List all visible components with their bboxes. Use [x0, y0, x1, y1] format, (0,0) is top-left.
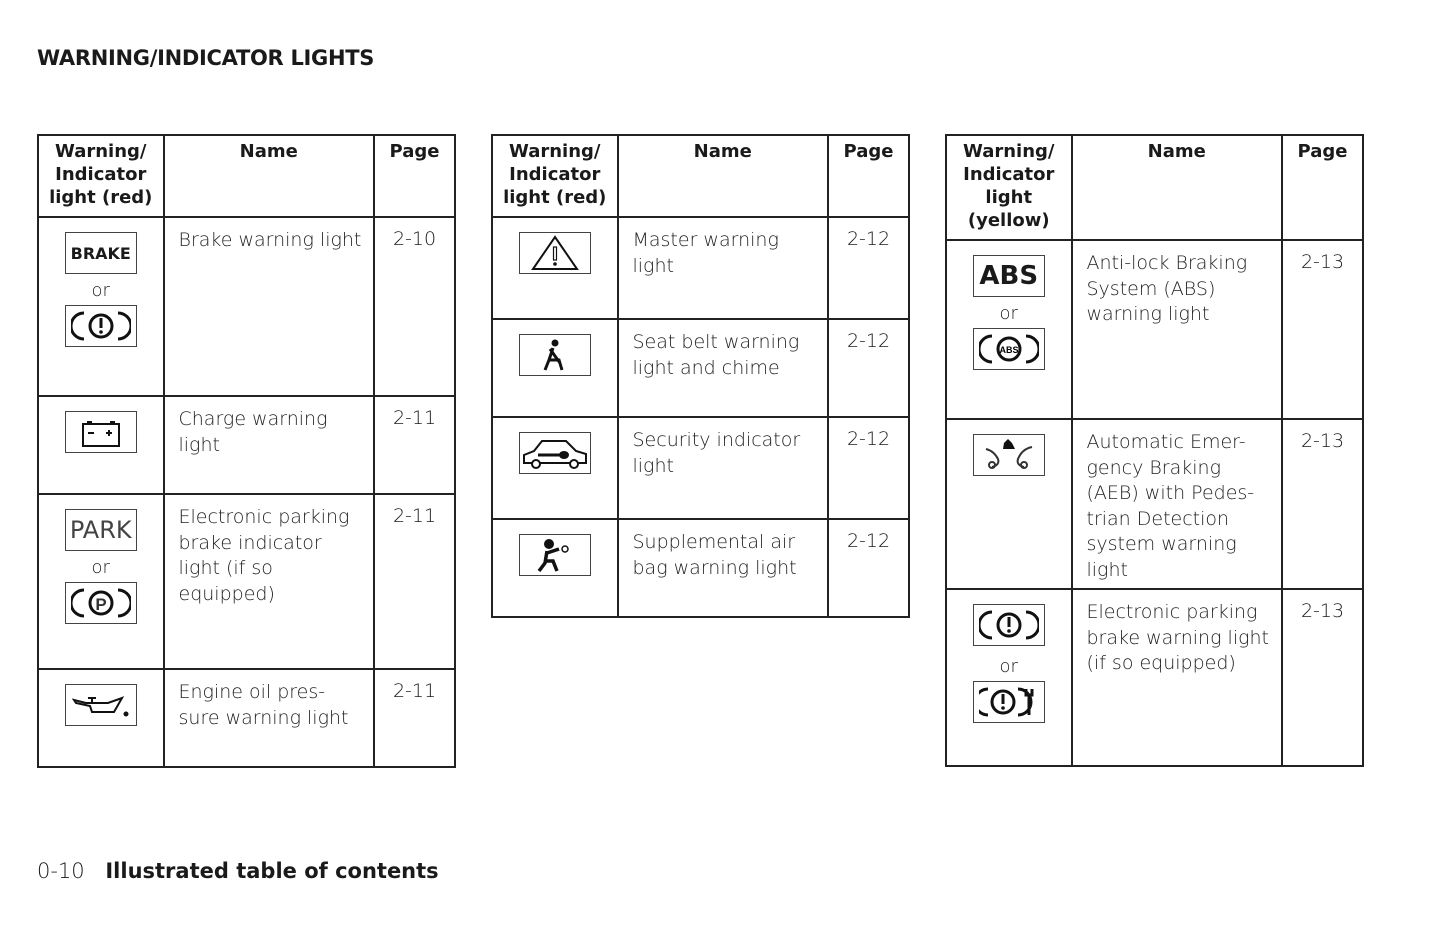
header-indicator: Warning/ Indicator light (yellow): [946, 135, 1072, 240]
table-row: [38, 396, 455, 494]
light-name: Master warning light: [618, 217, 829, 319]
indicator-cell: [38, 494, 164, 669]
page-reference: 2-13: [1282, 419, 1363, 589]
light-name: Security indicator light: [618, 417, 829, 519]
aeb-icon: [973, 434, 1045, 476]
table-header-row: [492, 135, 909, 217]
header-page: Page: [828, 135, 909, 217]
abs-circle-icon: [973, 328, 1045, 370]
light-name: Automatic Emer- gency Braking (AEB) with Pedes- trian Detection system warning light: [1072, 419, 1283, 589]
indicator-cell: [946, 589, 1072, 766]
or-label: or: [999, 303, 1018, 324]
table-row: [38, 217, 455, 396]
or-label: or: [91, 557, 110, 578]
light-name: Seat belt warning light and chime: [618, 319, 829, 417]
brake-wrench-icon: [973, 681, 1045, 723]
indicator-cell: [492, 319, 618, 417]
table-row: [492, 319, 909, 417]
table-row: [946, 589, 1363, 766]
table-header-row: [38, 135, 455, 217]
indicator-cell: [492, 217, 618, 319]
brake-circle-icon: [973, 604, 1045, 646]
light-name: Engine oil pres- sure warning light: [164, 669, 375, 767]
header-name: Name: [618, 135, 829, 217]
page-reference: 2-11: [374, 494, 455, 669]
page-reference: 2-12: [828, 319, 909, 417]
light-name: Charge warning light: [164, 396, 375, 494]
indicator-cell: [38, 396, 164, 494]
table-row: [492, 519, 909, 617]
header-page: Page: [374, 135, 455, 217]
light-name: Brake warning light: [164, 217, 375, 396]
section-title: Illustrated table of contents: [105, 859, 439, 883]
light-name: Electronic parking brake indicator light (if so equipped): [164, 494, 375, 669]
page-reference: 2-11: [374, 396, 455, 494]
oil-can-icon: [65, 684, 137, 726]
svg-text:ABS: ABS: [999, 345, 1019, 355]
table-row: [492, 217, 909, 319]
warning-triangle-icon: [519, 232, 591, 274]
page-reference: 2-13: [1282, 589, 1363, 766]
brake-text-icon: BRAKE: [65, 232, 137, 274]
indicator-cell: [492, 519, 618, 617]
table-header-row: [946, 135, 1363, 240]
page-number: 0-10: [37, 859, 85, 883]
header-indicator: Warning/ Indicator light (red): [492, 135, 618, 217]
table-row: [946, 419, 1363, 589]
page-title: WARNING/INDICATOR LIGHTS: [37, 46, 375, 70]
park-text-icon: PARK: [65, 509, 137, 551]
indicator-cell: [946, 240, 1072, 419]
light-name: Anti-lock Braking System (ABS) warning light: [1072, 240, 1283, 419]
page-footer: [37, 859, 439, 883]
table-row: [38, 669, 455, 767]
indicator-cell: [38, 217, 164, 396]
indicator-cell: [38, 669, 164, 767]
indicator-cell: [492, 417, 618, 519]
header-name: Name: [164, 135, 375, 217]
abs-text-icon: ABS: [973, 255, 1045, 297]
battery-icon: [65, 411, 137, 453]
indicator-cell: [946, 419, 1072, 589]
svg-text:P: P: [95, 595, 107, 614]
page-reference: 2-12: [828, 417, 909, 519]
header-page: Page: [1282, 135, 1363, 240]
table-row: [492, 417, 909, 519]
or-label: or: [999, 656, 1018, 677]
table-row: [38, 494, 455, 669]
warning-lights-table-2: [491, 134, 910, 618]
airbag-icon: [519, 534, 591, 576]
or-label: or: [91, 280, 110, 301]
car-key-icon: [519, 432, 591, 474]
table-row: [946, 240, 1363, 419]
page-reference: 2-12: [828, 519, 909, 617]
brake-circle-icon: [65, 305, 137, 347]
page-reference: 2-10: [374, 217, 455, 396]
light-name: Supplemental air bag warning light: [618, 519, 829, 617]
park-circle-icon: [65, 582, 137, 624]
header-indicator: Warning/ Indicator light (red): [38, 135, 164, 217]
warning-lights-table-1: [37, 134, 456, 768]
light-name: Electronic parking brake warning light (if so equipped): [1072, 589, 1283, 766]
header-name: Name: [1072, 135, 1283, 240]
page-reference: 2-12: [828, 217, 909, 319]
seat-belt-icon: [519, 334, 591, 376]
warning-lights-table-3: [945, 134, 1364, 767]
page-reference: 2-13: [1282, 240, 1363, 419]
page-reference: 2-11: [374, 669, 455, 767]
